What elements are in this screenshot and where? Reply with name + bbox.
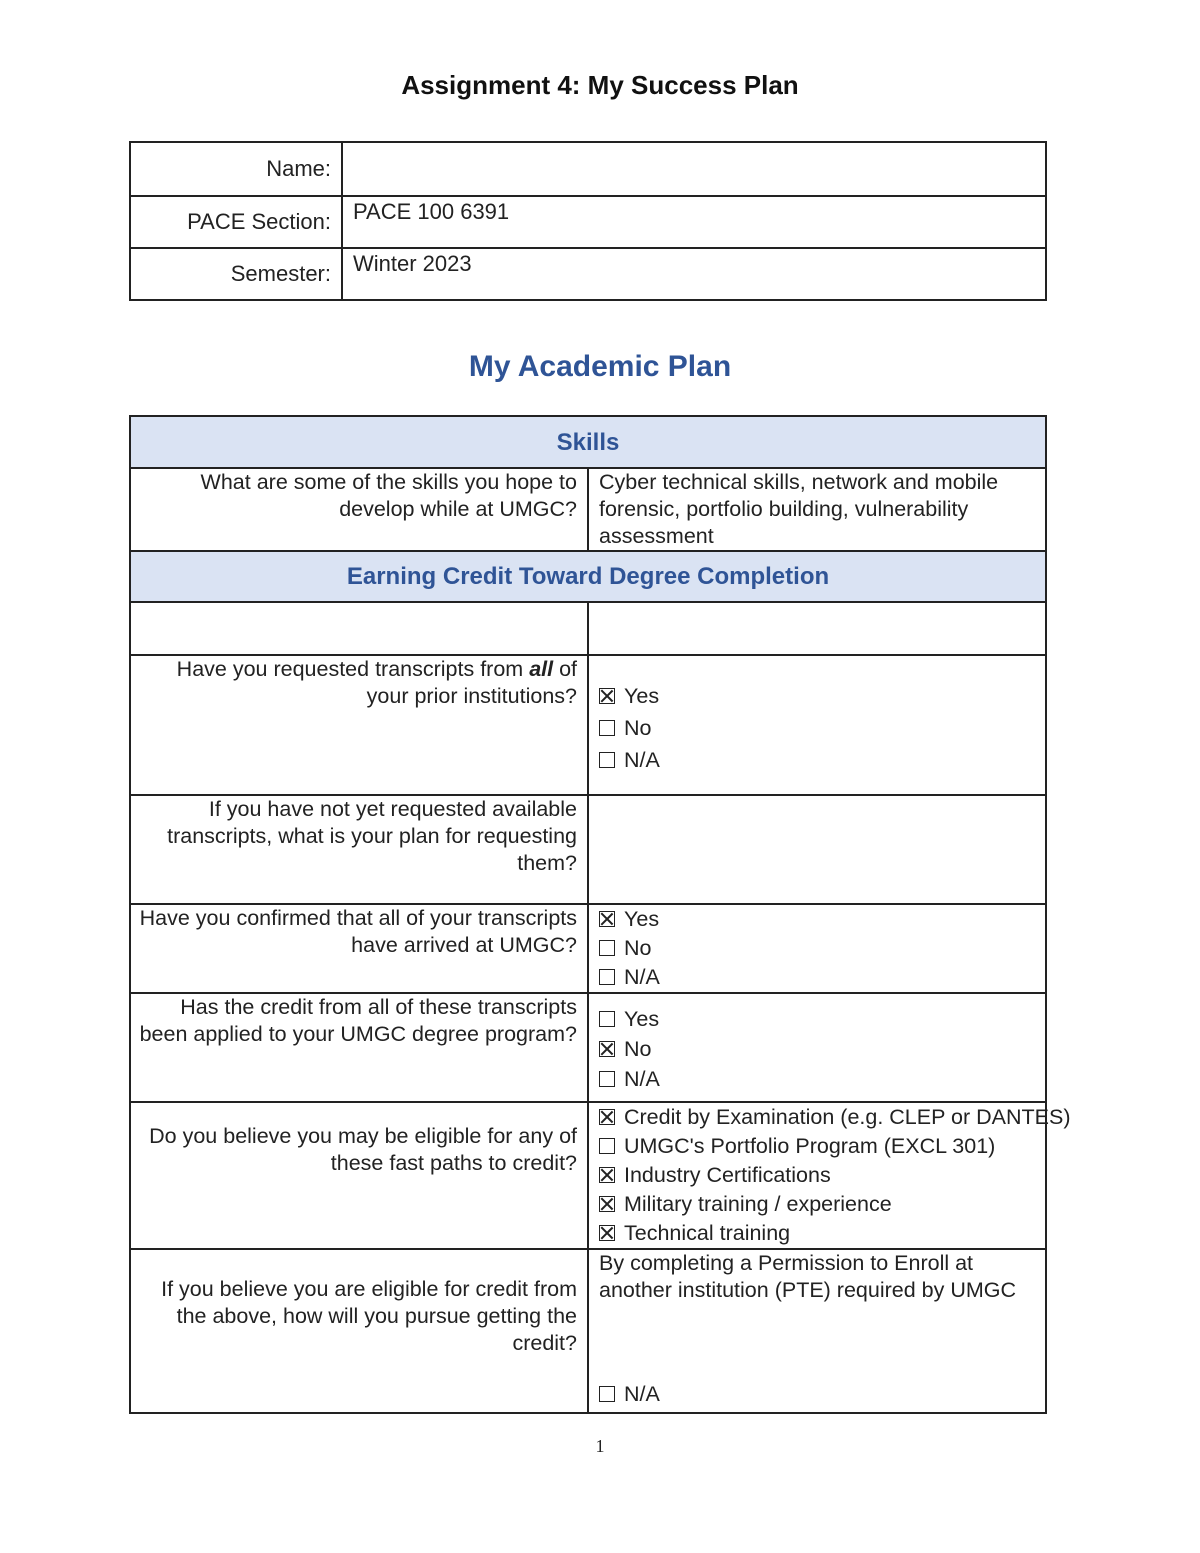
section-row	[130, 196, 1046, 248]
blank-cell	[130, 602, 588, 655]
checkbox-icon[interactable]	[599, 1138, 615, 1154]
option-credit-by-exam[interactable]	[599, 1103, 1071, 1132]
checkbox-icon[interactable]	[599, 1041, 615, 1057]
skills-answer[interactable]: Cyber technical skills, network and mobile forensic, portfolio building, vulnerability assessment	[588, 468, 1046, 551]
option-label: N/A	[624, 965, 660, 989]
option-na[interactable]	[599, 1381, 660, 1408]
transcripts-plan-question: If you have not yet requested available transcripts, what is your plan for requesting them?	[130, 795, 588, 904]
skills-header-row	[130, 416, 1046, 468]
transcripts-confirmed-options	[588, 904, 1046, 993]
transcripts-requested-row	[130, 655, 1046, 795]
pursue-credit-question: If you believe you are eligible for credit from the above, how will you pursue getting the credit?	[130, 1249, 588, 1413]
option-no[interactable]	[599, 934, 1035, 963]
checkbox-icon[interactable]	[599, 1071, 615, 1087]
option-technical-training[interactable]	[599, 1219, 1035, 1248]
checkbox-icon[interactable]	[599, 911, 615, 927]
checkbox-icon[interactable]	[599, 1225, 615, 1241]
option-yes[interactable]	[599, 1004, 1035, 1034]
transcripts-confirmed-question: Have you confirmed that all of your transcripts have arrived at UMGC?	[130, 904, 588, 993]
transcripts-plan-answer[interactable]	[588, 795, 1046, 904]
checkbox-icon[interactable]	[599, 688, 615, 704]
emphasis-text: all	[529, 657, 554, 681]
semester-label: Semester:	[130, 248, 342, 300]
checkbox-icon[interactable]	[599, 1011, 615, 1027]
option-label: Yes	[624, 907, 660, 931]
student-info-table	[129, 141, 1047, 301]
option-na[interactable]	[599, 744, 1035, 776]
checkbox-icon[interactable]	[599, 1167, 615, 1183]
credit-applied-row	[130, 993, 1046, 1102]
academic-plan-table	[129, 415, 1071, 1414]
pursue-credit-text: By completing a Permission to Enroll at another institution (PTE) required by UMGC	[599, 1251, 1017, 1302]
option-label: No	[624, 1037, 652, 1061]
option-label: No	[624, 716, 652, 740]
option-label: Credit by Examination (e.g. CLEP or DANTES)	[624, 1105, 1071, 1129]
checkbox-icon[interactable]	[599, 1109, 615, 1125]
option-no[interactable]	[599, 1034, 1035, 1064]
question-text: Have you requested transcripts from	[176, 657, 530, 681]
name-field[interactable]	[342, 142, 1046, 196]
credit-header-row	[130, 551, 1046, 602]
option-label: Yes	[624, 1007, 660, 1031]
checkbox-icon[interactable]	[599, 940, 615, 956]
skills-question: What are some of the skills you hope to develop while at UMGC?	[130, 468, 588, 551]
name-row	[130, 142, 1046, 196]
option-industry-certifications[interactable]	[599, 1161, 1035, 1190]
option-label: Yes	[624, 684, 660, 708]
option-label: Military training / experience	[624, 1192, 892, 1216]
option-yes[interactable]	[599, 905, 1035, 934]
semester-field[interactable]: Winter 2023	[342, 248, 1046, 300]
option-label: UMGC's Portfolio Program (EXCL 301)	[624, 1134, 996, 1158]
credit-applied-question: Has the credit from all of these transcripts been applied to your UMGC degree program?	[130, 993, 588, 1102]
fast-paths-row	[130, 1102, 1046, 1249]
transcripts-requested-options	[588, 655, 1046, 795]
option-portfolio-program[interactable]	[599, 1132, 1035, 1161]
checkbox-icon[interactable]	[599, 969, 615, 985]
option-label: N/A	[624, 1382, 660, 1406]
pursue-credit-row	[130, 1249, 1046, 1413]
checkbox-icon[interactable]	[599, 752, 615, 768]
semester-row	[130, 248, 1046, 300]
pace-section-field[interactable]: PACE 100 6391	[342, 196, 1046, 248]
page-number: 1	[595, 1436, 605, 1456]
skills-header: Skills	[130, 416, 1046, 468]
section-title: My Academic Plan	[468, 350, 732, 383]
option-military-training[interactable]	[599, 1190, 1035, 1219]
option-na[interactable]	[599, 1064, 1035, 1094]
transcripts-confirmed-row	[130, 904, 1046, 993]
option-label: Technical training	[624, 1221, 791, 1245]
checkbox-icon[interactable]	[599, 1386, 615, 1402]
option-label: No	[624, 936, 652, 960]
pace-section-label: PACE Section:	[130, 196, 342, 248]
blank-row	[130, 602, 1046, 655]
transcripts-requested-question	[130, 655, 588, 795]
question-text: of your prior institutions?	[366, 657, 577, 708]
credit-header: Earning Credit Toward Degree Completion	[130, 551, 1046, 602]
checkbox-icon[interactable]	[599, 720, 615, 736]
option-na[interactable]	[599, 963, 1035, 992]
option-label: N/A	[624, 748, 660, 772]
option-yes[interactable]	[599, 680, 1035, 712]
option-no[interactable]	[599, 712, 1035, 744]
fast-paths-question: Do you believe you may be eligible for any of these fast paths to credit?	[130, 1102, 588, 1249]
name-label: Name:	[130, 142, 342, 196]
fast-paths-options	[588, 1102, 1071, 1249]
pursue-credit-answer[interactable]	[588, 1249, 1046, 1413]
blank-answer-cell[interactable]	[588, 602, 1046, 655]
option-label: Industry Certifications	[624, 1163, 831, 1187]
credit-applied-options	[588, 993, 1046, 1102]
skills-row	[130, 468, 1046, 551]
checkbox-icon[interactable]	[599, 1196, 615, 1212]
option-label: N/A	[624, 1067, 660, 1091]
transcripts-plan-row	[130, 795, 1046, 904]
document-title: Assignment 4: My Success Plan	[401, 70, 799, 100]
